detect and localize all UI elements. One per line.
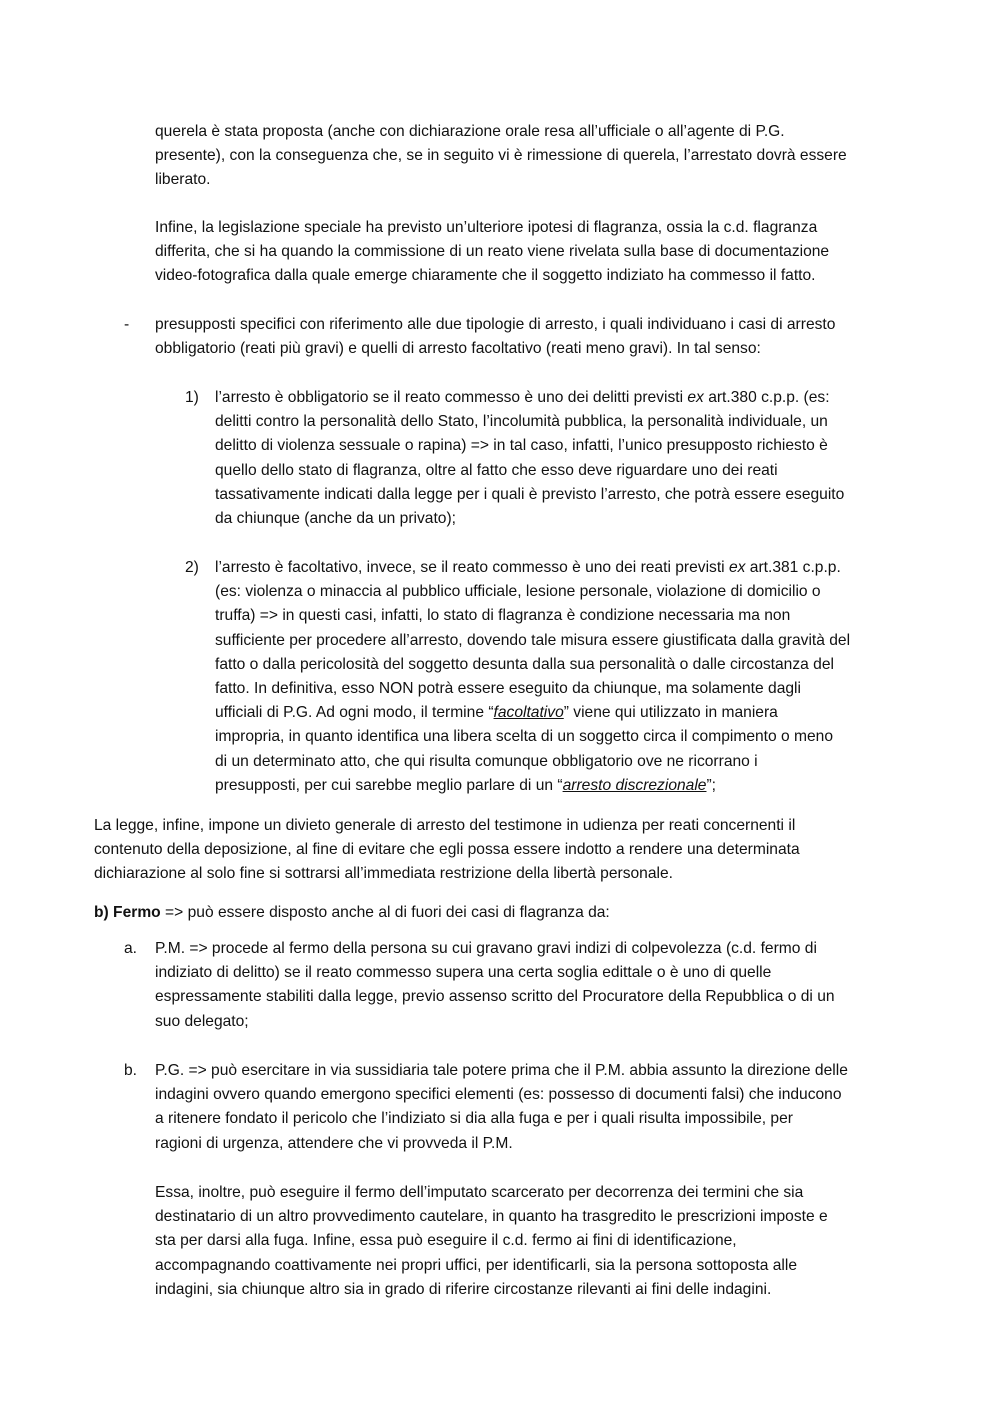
text-line: fatto. In definitiva, esso NON potrà essere eseguito da chiunque, ma solamente dagli [215,680,801,698]
text-line: dichiarazione al solo fine si sottrarsi all’immediata restrizione della libertà personale. [94,865,673,883]
text-line: delitto di violenza sessuale o rapina) => in tal caso, infatti, l’unico presupposto richiesto è [215,437,828,455]
text-line: presupposti, per cui sarebbe meglio parlare di un “arresto discrezionale”; [215,776,717,794]
text-line: impropria, in quanto identifica una libera scelta di un soggetto circa il compimento o meno [215,728,834,746]
text-line: obbligatorio (reati più gravi) e quelli di arresto facoltativo (reati meno gravi). In tal senso: [155,340,761,358]
text-line: indagini ovvero quando emergono specifici elementi (es: possesso di documenti falsi) che inducono [155,1086,842,1104]
list-number-2: 2) [185,559,199,576]
list-item-arresto-facoltativo [215,556,850,798]
text-line: ragioni di urgenza, attendere che vi provveda il P.M. [155,1134,513,1152]
text-line: presente), con la conseguenza che, se in seguito vi è rimessione di querela, l’arrestato dovrà essere [155,147,847,165]
text-line: destinatario di un altro provvedimento cautelare, in quanto ha trasgredito le prescrizioni imposte e [155,1208,828,1226]
text-line: delitti contro la personalità dello Stato, l’incolumità pubblica, la personalità individuale, un [215,413,828,431]
text-line: querela è stata proposta (anche con dichiarazione orale resa all’ufficiale o all’agente di P.G. [155,123,785,140]
text-line: di un determinato atto, che qui risulta comunque obbligatorio ove ne ricorrano i [215,752,758,770]
list-item-arresto-obbligatorio [215,386,844,531]
bullet-marker: - [124,316,130,333]
text-line: (es: violenza o minaccia al pubblico ufficiale, lesione personale, violazione di domicilio o [215,583,821,601]
list-letter-a: a. [124,940,138,957]
text-line: Infine, la legislazione speciale ha previsto un’ulteriore ipotesi di flagranza, ossia la c.d. flagranza [155,219,818,236]
text-line: differita, che si ha quando la commissione di un reato viene rivelata sulla base di documentazione [155,243,830,261]
text-line: a ritenere fondato il pericolo che l’indiziato si dia alla fuga e per i quali risulta impossibile, per [155,1110,793,1128]
list-item-fermo-pm [155,937,835,1034]
text-line: contenuto della deposizione, al fine di evitare che egli possa essere indotto a rendere una determinata [94,841,800,859]
text-line: da chiunque (anche da un privato); [215,510,457,528]
text-line: Essa, inoltre, può eseguire il fermo dell’imputato scarcerato per decorrenza dei termini che sia [155,1184,804,1201]
text-line: video-fotografica dalla quale emerge chiaramente che il soggetto indiziato ha commesso il fatto. [155,267,816,285]
text-line: indagini, sia chiunque altro sia in grado di riferire circostanze rilevanti ai fini delle indagini. [155,1280,772,1298]
text-line: indiziato di delitto) se il reato commesso supera una certa soglia edittale o è uno di quelle [155,964,772,982]
list-number-1: 1) [185,389,199,406]
text-line: espressamente stabiliti dalla legge, previo assenso scritto del Procuratore della Repubblica o di un [155,988,835,1006]
text-line: accompagnando coattivamente nei propri uffici, per identificarli, sia la persona sottoposta alle [155,1256,798,1274]
text-line: ufficiali di P.G. Ad ogni modo, il termine “facoltativo” viene qui utilizzato in maniera [215,704,778,722]
text-line: l’arresto è obbligatorio se il reato commesso è uno dei delitti previsti ex art.380 c.p.p. (es: [215,389,830,406]
text-line: b) Fermo => può essere disposto anche al di fuori dei casi di flagranza da: [94,904,610,921]
paragraph-fermo-pg-continued [155,1181,828,1302]
heading-fermo-label: b) Fermo [94,904,161,921]
text-line: suo delegato; [155,1012,249,1030]
text-line: truffa) => in questi casi, infatti, lo stato di flagranza è condizione necessaria ma non [215,607,791,625]
italic-ex: ex [687,389,704,406]
text-line: P.M. => procede al fermo della persona su cui gravano gravi indizi di colpevolezza (c.d. fermo di [155,940,817,957]
text-line: sufficiente per procedere all’arresto, dovendo tale misura essere giustificata dalla gravità del [215,631,851,649]
bullet-presupposti [155,313,835,361]
paragraph-querela [155,120,847,193]
text-line: liberato. [155,171,211,189]
text-line: quello dello stato di flagranza, oltre al fatto che esso deve riguardare uno dei reati [215,461,778,479]
italic-ex: ex [728,559,746,576]
list-letter-b: b. [124,1062,138,1079]
paragraph-divieto-testimone [94,814,800,887]
text-line: sta per darsi alla fuga. Infine, essa può eseguire il c.d. fermo ai fini di identificazione, [155,1232,737,1250]
text-line: P.G. => può esercitare in via sussidiaria tale potere prima che il P.M. abbia assunto la direzione delle [155,1062,848,1079]
paragraph-flagranza-differita [155,216,829,289]
term-facoltativo: facoltativo [493,704,564,722]
text-line: l’arresto è facoltativo, invece, se il reato commesso è uno dei reati previsti ex art.381 c.p.p. [215,559,841,576]
section-fermo-heading [94,901,610,925]
term-arresto-discrezionale: arresto discrezionale [562,776,707,794]
text-line: presupposti specifici con riferimento alle due tipologie di arresto, i quali individuano i casi di arresto [155,316,836,333]
text-line: La legge, infine, impone un divieto generale di arresto del testimone in udienza per reati concernenti il [94,817,796,834]
text-line: fatto o dalla pericolosità del soggetto desunta dalla sua personalità o dalle circostanza del [215,655,834,673]
text-line: tassativamente indicati dalla legge per i quali è previsto l’arresto, che potrà essere eseguito [215,485,845,503]
list-item-fermo-pg [155,1059,848,1156]
